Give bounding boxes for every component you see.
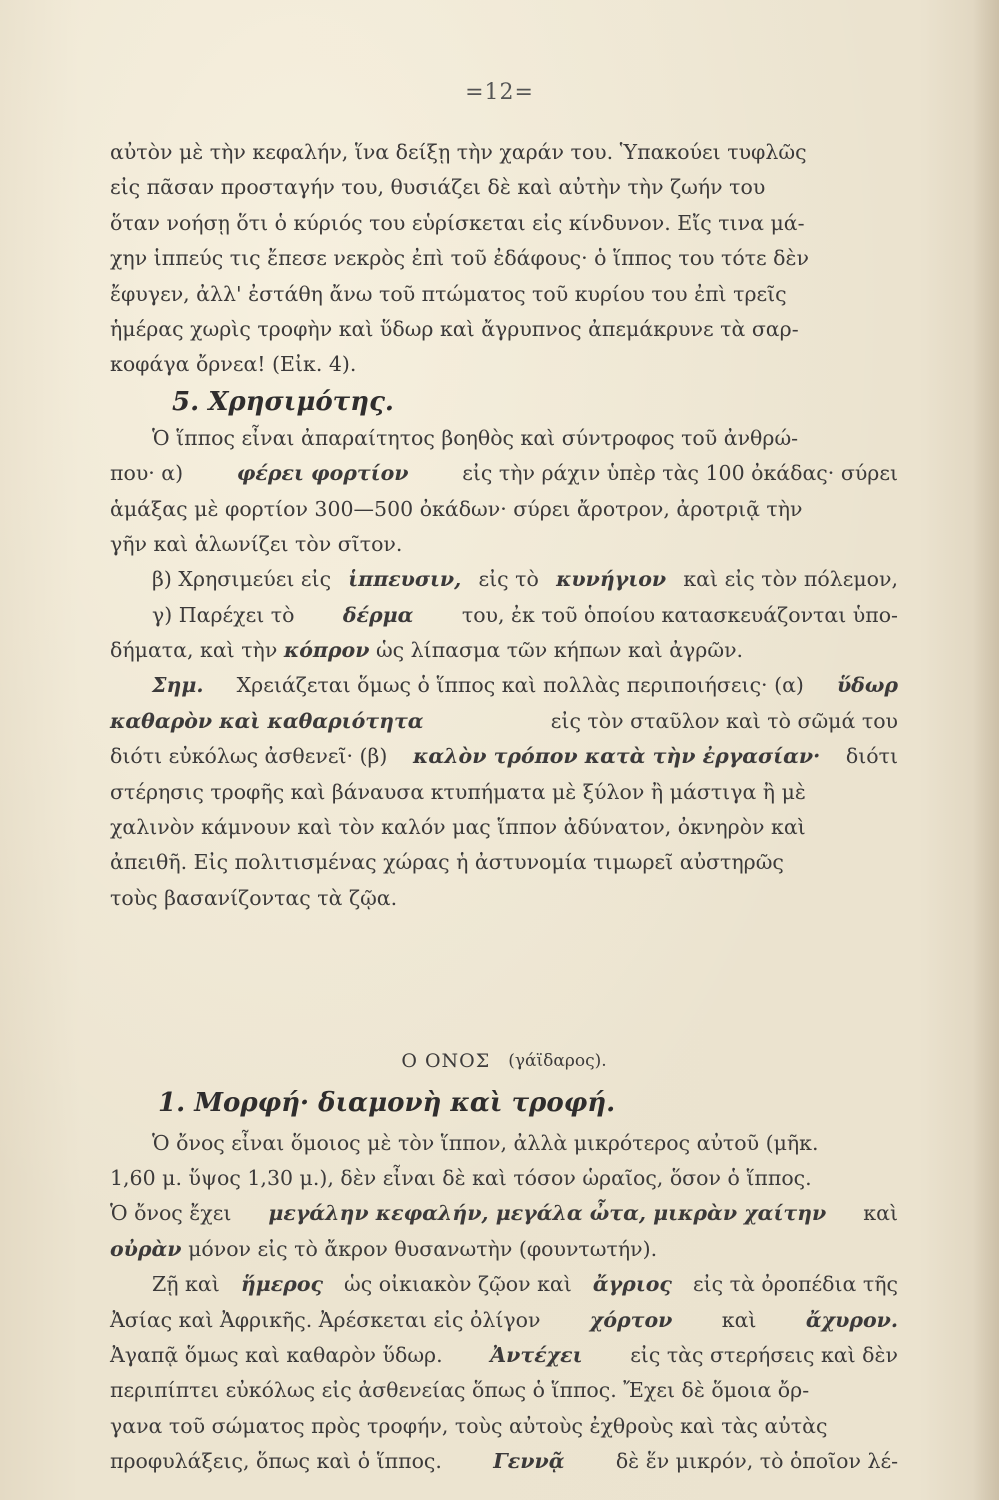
text-run: εἰς τὰ ὀροπέδια τῆς [692, 1272, 898, 1297]
text-run: εἰς τὴν ράχιν ὑπὲρ τὰς 100 ὀκάδας· σύρει [462, 461, 898, 486]
page-edge-shadow [973, 0, 999, 1500]
emphasis: ὕδωρ [836, 673, 898, 698]
paragraph-line: στέρησις τροφῆς καὶ βάναυσα κτυπήματα μὲ ξύλον ἢ μάστιγα ἢ μὲ [110, 779, 806, 804]
text-run: εἰς τὰς στερήσεις καὶ δὲν [630, 1342, 898, 1367]
paragraph-line [110, 1196, 898, 1231]
paragraph-line [110, 668, 898, 703]
paragraph-line [110, 1232, 898, 1267]
paragraph-line: Ὁ ἵππος εἶναι ἀπαραίτητος βοηθὸς καὶ σύντροφος τοῦ ἀνθρώ- [152, 425, 799, 450]
paragraph-line: ἁμάξας μὲ φορτίον 300—500 ὀκάδων· σύρει ἄροτρον, ἀροτριᾷ τὴν [110, 496, 803, 521]
emphasis: κόπρον [283, 638, 370, 663]
section-heading-form: 1. Μορφή· διαμονὴ καὶ τροφή. [158, 1087, 616, 1118]
chapter-title [110, 1044, 898, 1079]
emphasis: δέρμα [342, 602, 414, 627]
paragraph-line [110, 1444, 898, 1479]
emphasis: οὐρὰν [110, 1236, 182, 1261]
text-run: διότι [845, 744, 898, 769]
paragraph-line: τοὺς βασανίζοντας τὰ ζῷα. [110, 885, 398, 910]
paragraph-line [110, 704, 898, 739]
text-run: διότι εὐκόλως ἀσθενεῖ· (β) [110, 744, 388, 769]
text-run: Ὁ ὄνος ἔχει [110, 1201, 232, 1226]
paragraph-line: γῆν καὶ ἁλωνίζει τὸν σῖτον. [110, 531, 403, 556]
paragraph-line [110, 1303, 898, 1338]
text-run: γ) Παρέχει τὸ [152, 602, 295, 627]
paragraph-line: ἡμέρας χωρὶς τροφὴν καὶ ὕδωρ καὶ ἄγρυπνος ἀπεμάκρυνε τὰ σαρ- [110, 316, 799, 341]
text-run: καὶ [721, 1307, 757, 1332]
text-run: εἰς τὸ [478, 567, 539, 592]
text-run: εἰς τὸν σταῦλον καὶ τὸ σῶμά του [550, 708, 898, 733]
paragraph-line [110, 562, 898, 597]
text-run: του, ἐκ τοῦ ὁποίου κατασκευάζονται ὑπο- [461, 602, 898, 627]
emphasis: ἱππευσιν, [348, 567, 462, 592]
paragraph-line: κοφάγα ὄρνεα! (Εἰκ. 4). [110, 352, 357, 377]
text-run: προφυλάξεις, ὅπως καὶ ὁ ἵππος. [110, 1449, 442, 1474]
paragraph-line [110, 1267, 898, 1302]
emphasis: Ἀντέχει [490, 1342, 583, 1367]
paragraph-line: 1,60 μ. ὕψος 1,30 μ.), δὲν εἶναι δὲ καὶ τόσον ὡραῖος, ὅσον ὁ ἵππος. [110, 1165, 812, 1190]
text-run: ὡς λίπασμα τῶν κήπων καὶ ἀγρῶν. [375, 638, 744, 663]
emphasis: Σημ. [152, 673, 204, 698]
paragraph-line: χαλινὸν κάμνουν καὶ τὸν καλόν μας ἵππον ἀδύνατον, ὀκνηρὸν καὶ [110, 815, 806, 840]
text-run: β) Χρησιμεύει εἰς [152, 567, 332, 592]
emphasis: καλὸν τρόπον κατὰ τὴν ἐργασίαν· [413, 744, 821, 769]
paragraph-line: ὅταν νοήσῃ ὅτι ὁ κύριός του εὑρίσκεται εἰς κίνδυνον. Εἴς τινα μά- [110, 210, 805, 235]
text-run: καὶ εἰς τὸν πόλεμον, [683, 567, 898, 592]
text-run: ὡς οἰκιακὸν ζῷον καὶ [344, 1272, 572, 1297]
paragraph-line [110, 739, 898, 774]
emphasis: ἥμερος [240, 1272, 323, 1297]
body-text [110, 135, 898, 1480]
paragraph-line [110, 1338, 898, 1373]
paragraph-line: γανα τοῦ σώματος πρὸς τροφήν, τοὺς αὐτοὺς ἐχθροὺς καὶ τὰς αὐτὰς [110, 1413, 828, 1438]
emphasis: ἄχυρον. [805, 1307, 898, 1332]
text-run: που· α) [110, 461, 184, 486]
paragraph-line [110, 598, 898, 633]
paragraph-line: χην ἱππεύς τις ἔπεσε νεκρὸς ἐπὶ τοῦ ἐδάφους· ὁ ἵππος του τότε δὲν [110, 246, 809, 271]
emphasis: Γεννᾷ [493, 1449, 565, 1474]
paragraph-line: αὐτὸν μὲ τὴν κεφαλήν, ἵνα δείξῃ τὴν χαράν του. Ὑπακούει τυφλῶς [110, 140, 807, 164]
emphasis: χόρτον [589, 1307, 673, 1332]
paragraph-line: Ὁ ὄνος εἶναι ὅμοιος μὲ τὸν ἵππον, ἀλλὰ μικρότερος αὐτοῦ (μῆκ. [152, 1130, 819, 1155]
text-run: Ζῇ καὶ [152, 1272, 220, 1297]
page-number: =12= [465, 80, 534, 105]
paragraph-line: εἰς πᾶσαν προσταγήν του, θυσιάζει δὲ καὶ αὐτὴν τὴν ζωήν του [110, 175, 766, 200]
paragraph-line: ἔφυγεν, ἀλλ' ἐστάθη ἄνω τοῦ πτώματος τοῦ κυρίου του ἐπὶ τρεῖς [110, 281, 787, 306]
paragraph-line [110, 456, 898, 491]
text-run: Ἀγαπᾷ ὅμως καὶ καθαρὸν ὕδωρ. [110, 1342, 443, 1367]
section-heading-usefulness: 5. Χρησιμότης. [172, 386, 394, 417]
chapter-subtitle: (γάϊδαρος). [508, 1051, 607, 1072]
text-run: δὲ ἕν μικρόν, τὸ ὁποῖον λέ- [615, 1449, 898, 1474]
emphasis: κυνήγιον [556, 567, 667, 592]
text-run: Χρειάζεται ὅμως ὁ ἵππος καὶ πολλὰς περιποιήσεις· (α) [236, 673, 804, 698]
paragraph-line: ἀπειθῆ. Εἰς πολιτισμένας χώρας ἡ ἀστυνομία τιμωρεῖ αὐστηρῶς [110, 850, 784, 875]
text-run: μόνον εἰς τὸ ἄκρον θυσανωτὴν (φουντωτήν). [188, 1236, 658, 1261]
emphasis: ἄγριος [592, 1272, 672, 1297]
emphasis: φέρει φορτίον [236, 461, 409, 486]
emphasis: καθαρὸν καὶ καθαριότητα [110, 708, 424, 733]
chapter-title-text: Ο ΟΝΟΣ [401, 1050, 491, 1073]
emphasis: μεγάλην κεφαλήν, μεγάλα ὦτα, μικρὰν χαίτην [268, 1201, 827, 1226]
paragraph-line: περιπίπτει εὐκόλως εἰς ἀσθενείας ὅπως ὁ ἵππος. Ἔχει δὲ ὅμοια ὄρ- [110, 1378, 810, 1403]
text-run: Ἀσίας καὶ Ἀφρικῆς. Ἀρέσκεται εἰς ὀλίγον [110, 1307, 541, 1332]
text-run: καὶ [863, 1201, 898, 1226]
text-run: δήματα, καὶ τὴν [110, 638, 278, 663]
paragraph-line [110, 633, 898, 668]
